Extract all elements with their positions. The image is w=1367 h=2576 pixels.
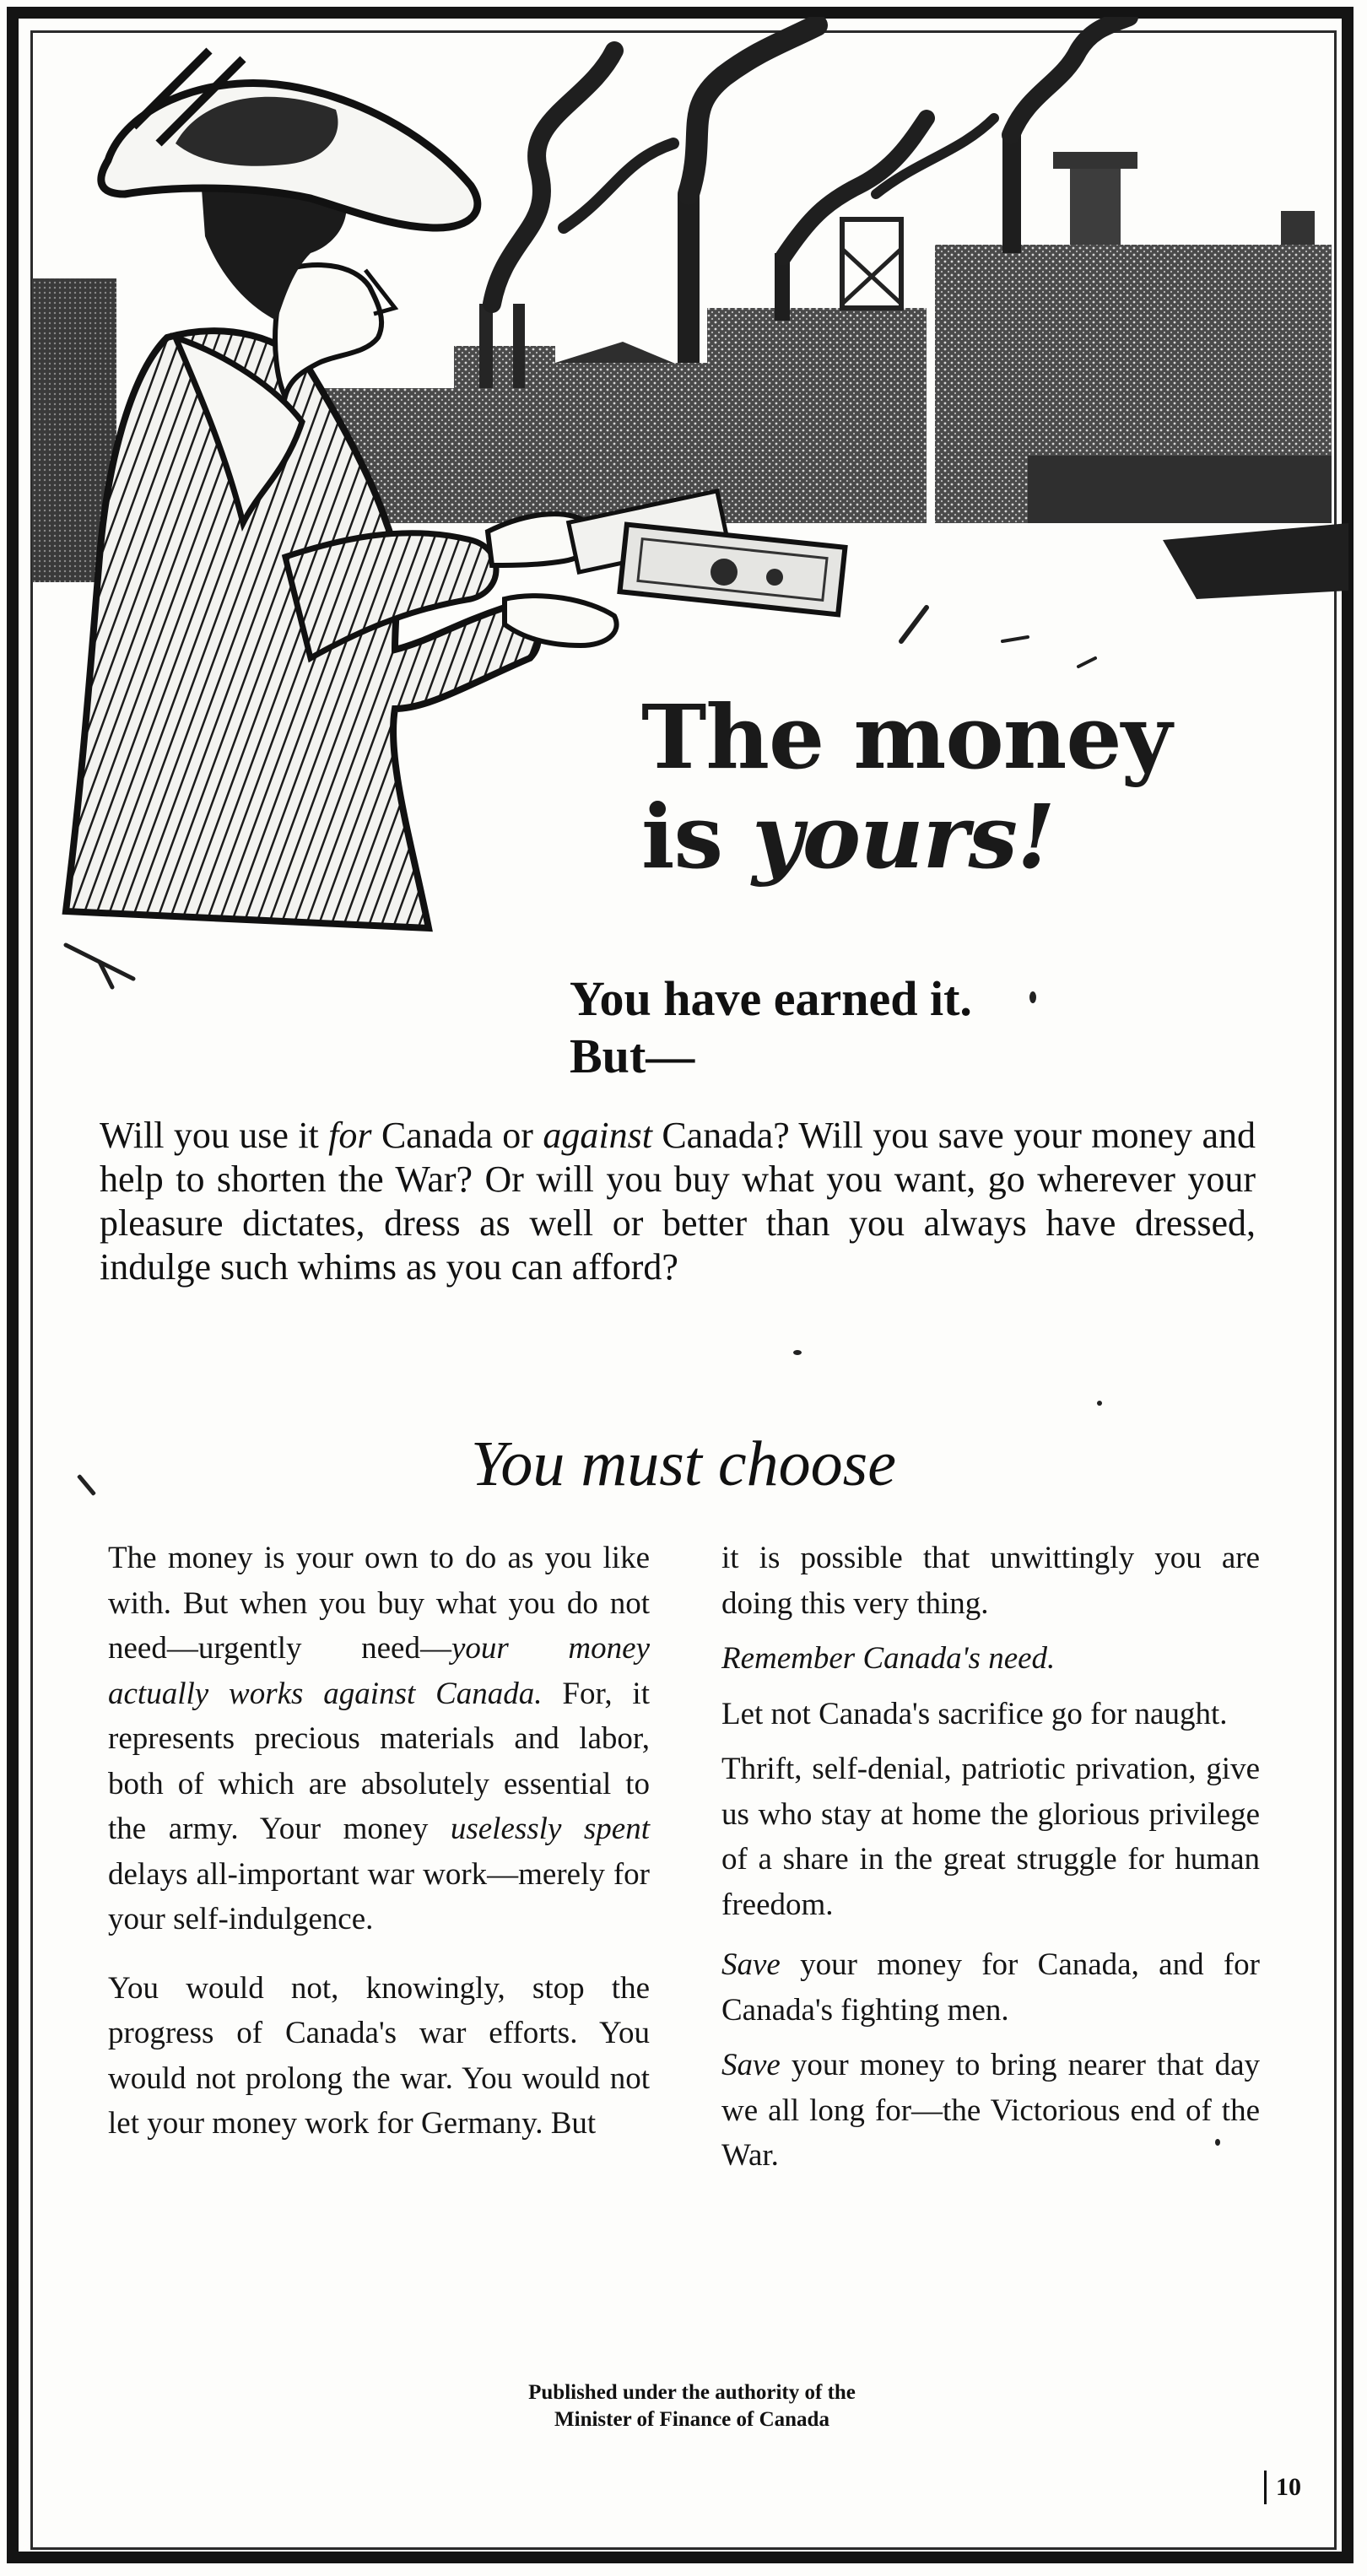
right-paragraph-4: Thrift, self-denial, patriotic privation, give us who stay at home the glorious privilege of a share in the great struggle for human freedom.	[721, 1752, 1260, 1922]
headline-line2	[641, 787, 1316, 887]
headline-emphasis: yours!	[752, 785, 1055, 888]
print-speck	[1215, 2139, 1220, 2146]
left-paragraph-1	[108, 1536, 650, 1942]
you-must-choose-heading: You must choose	[471, 1428, 896, 1499]
right-p6-text: your money to bring nearer that day we all long for—the Victorious end of the War.	[721, 2048, 1260, 2173]
right-paragraph-6	[721, 2043, 1260, 2179]
left-p1-italic-d: uselessly spent	[450, 1812, 650, 1846]
headline-line2-prefix: is	[641, 785, 753, 888]
right-column	[721, 1536, 1260, 2179]
right-p6-italic: Save	[721, 2048, 781, 2082]
publisher-line1: Published under the authority of the	[528, 2381, 856, 2404]
right-paragraph-5	[721, 1942, 1260, 2033]
subhead	[570, 970, 972, 1085]
right-paragraph-2	[721, 1636, 1260, 1682]
intro-italic-against: against	[543, 1115, 652, 1156]
right-paragraph-3: Let not Canada's sacrifice go for naught.	[721, 1696, 1228, 1731]
left-paragraph-2: You would not, knowingly, stop the progress of Canada's war efforts. You would not prolong the war. You would not let your money work for Germany. But	[108, 1970, 650, 2141]
right-p5-text: your money for Canada, and for Canada's fighting men.	[721, 1947, 1260, 2028]
intro-italic-for: for	[328, 1115, 372, 1156]
print-speck	[1029, 991, 1036, 1003]
intro-text-1: Will you use it	[100, 1115, 329, 1156]
right-p2-italic: Remember Canada's need.	[721, 1641, 1056, 1676]
intro-text-3: Canada? Will you save your money and help to shorten the War? Or will you buy what you want, go wherever your pleasure dictates, dress as well or better than you always have dressed, indulge such whims as you can afford?	[100, 1115, 1256, 1288]
page-number: 10	[1264, 2471, 1310, 2504]
intro-paragraph	[100, 1114, 1256, 1289]
left-p1-text-c: For, it represents precious materials and labor, both of which are absolutely essential to the army. Your money	[108, 1676, 650, 1846]
subhead-line1: You have earned it.	[570, 971, 972, 1026]
left-p1-text-e: delays all-important war work—merely for your self-indulgence.	[108, 1856, 650, 1936]
headline-line1: The money	[641, 685, 1171, 789]
left-p1-italic-b: your money actually works against Canada.	[108, 1631, 650, 1711]
left-p1-text-a: The money is your own to do as you like with. But when you buy what you do not need—urgently need—	[108, 1541, 650, 1666]
left-column	[108, 1536, 650, 2147]
subhead-line2: But—	[570, 1029, 695, 1083]
intro-text-2: Canada or	[371, 1115, 543, 1156]
right-p5-italic: Save	[721, 1947, 781, 1982]
right-paragraph-1: it is possible that unwittingly you are doing this very thing.	[721, 1541, 1260, 1621]
print-speck	[1097, 1401, 1102, 1406]
headline	[641, 685, 1316, 888]
publisher-line2: Minister of Finance of Canada	[554, 2408, 829, 2431]
publisher-credit	[388, 2379, 996, 2433]
print-speck	[793, 1350, 802, 1355]
